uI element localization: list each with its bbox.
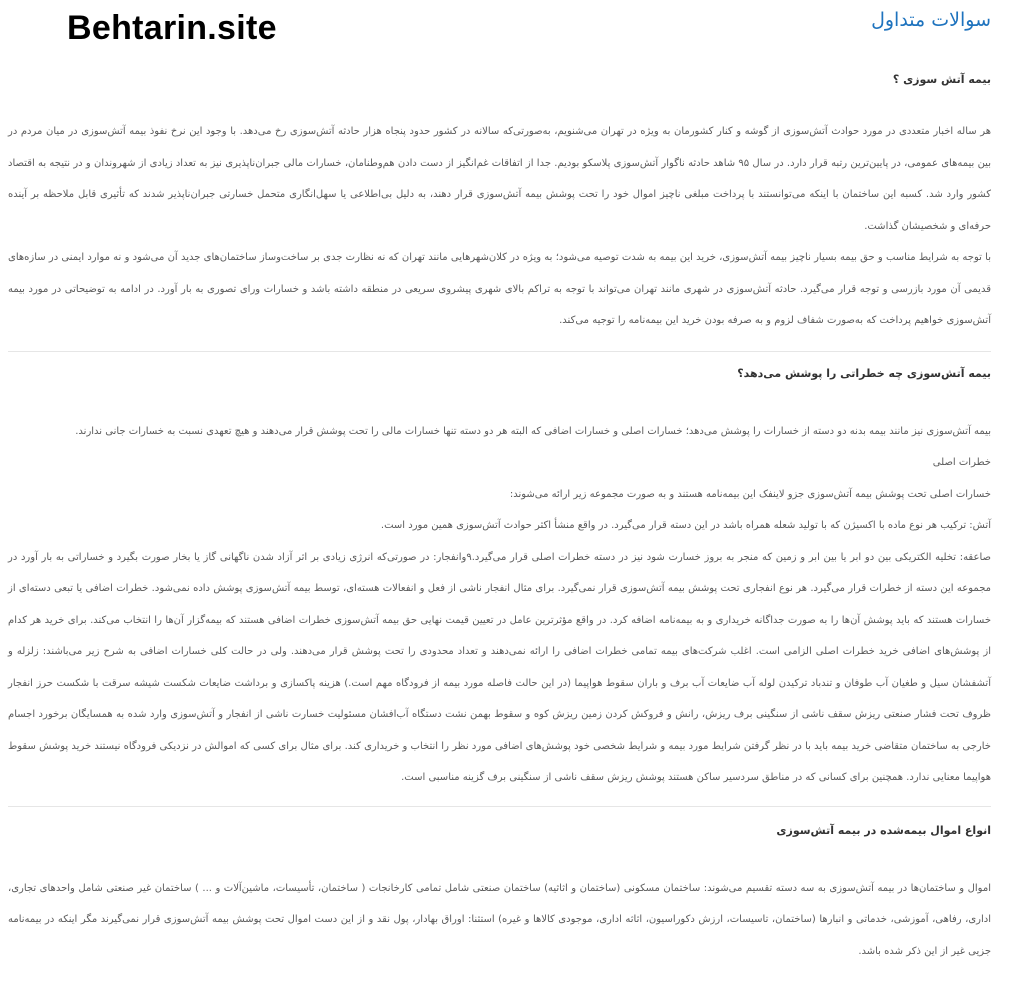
faq-page: [8, 0, 991, 967]
faq-answer: [8, 873, 991, 968]
answer-paragraph: هر ساله اخبار متعددی در مورد حوادث آتش‌سوزی از گوشه و کنار کشورمان به ویژه در تهران می‌شنویم، به‌صورتی‌که سالانه در کشور حدود پنجاه هزار حادثه آتش‌سوزی رخ می‌دهد. با وجود این نرخ نفوذ بیمه آتش‌سوزی در میان مردم در بین بیمه‌های عمومی، در پایین‌ترین رتبه قرار دارد. در سال ۹۵ شاهد حادثه ناگوار آتش‌سوزی پلاسکو بودیم. جدا از اتفاقات غم‌انگیز از دست دادن هم‌وطنامان، خسارات مالی جبران‌ناپذیری نیز به تعداد زیادی از شهروندان و در نتیجه به اقتصاد کشور وارد شد. کسبه این ساختمان با اینکه می‌توانستند با پرداخت مبلغی ناچیز اموال خود را تحت پوشش بیمه آتش‌سوزی قرار دهند، به دلیل بی‌اطلاعی یا سهل‌انگاری متحمل خسارتی جبران‌ناپذیر شدند که تأثیری قابل ملاحظه بر آینده حرفه‌ای و شخصیشان گذاشت.: [8, 126, 991, 232]
answer-paragraph: صاعقه: تخلیه الکتریکی بین دو ابر یا بین ابر و زمین که منجر به بروز خسارت شود نیز در دسته خطرات اصلی قرار می‌گیرد.۹وانفجار: در صورتی‌که انرژی زیادی بر اثر آزاد شدن ناگهانی گاز یا بخار صورت بگیرد و خساراتی به بار آورد در مجموعه این دسته از خطرات قرار می‌گیرد. هر نوع انفجاری تحت پوشش بیمه آتش‌سوزی قرار نمی‌گیرد. برای مثال انفجار ناشی از فعل و انفعالات هسته‌ای، توسط بیمه آتش‌سوزی پوشش داده نمی‌شود. خطرات اضافی یا تبعی دسته‌ای از خسارات هستند که باید پوشش آن‌ها را به صورت جداگانه خریداری و به بیمه‌نامه اضافه کرد. در واقع مؤثرترین عامل در تعیین قیمت نهایی حق بیمه آتش‌سوزی خطرات اضافی هستند که بیمه‌گزار آن‌ها را انتخاب می‌کند. برای خرید هر کدام از پوشش‌های اضافی خرید خطرات اصلی الزامی است. اغلب شرکت‌های بیمه تمامی خطرات اضافی را ارائه نمی‌دهند و تعداد محدودی را تحت پوشش قرار می‌دهند. ولی در حالت کلی خسارات اضافی به شرح زیر می‌باشند: زلزله و آتشفشان سیل و طغیان آب طوفان و تندباد ترکیدن لوله آب ضایعات آب برف و باران سقوط هواپیما (در این حالت فاصله مورد بیمه از فرودگاه مهم است.) هزینه پاکسازی و برداشت ضایعات شکست شیشه سرقت با شکست حرز انفجار ظروف تحت فشار صنعتی ریزش سقف ناشی از سنگینی برف ریزش، رانش و فروکش کردن زمین ریزش کوه و سقوط بهمن نشت دستگاه آب‌افشان مسئولیت خسارت ناشی از انفجار و آتش‌سوزی وارد شده به همسایگان برخورد اجسام خارجی به ساختمان متقاضی خرید بیمه باید با در نظر گرفتن شرایط مورد بیمه و شرایط شخصی خود پوشش‌های اضافی مورد نظر را انتخاب و خریداری کند. برای مثال برای کسی که اموالش در نزدیکی فرودگاه نیستند خرید پوشش سقوط هواپیما معنایی ندارد. همچنین برای کسانی که در مناطق سردسیر ساکن هستند پوشش ریزش سقف ناشی از سنگینی برف گزینه مناسبی است.: [8, 551, 991, 783]
answer-paragraph: با توجه به شرایط مناسب و حق بیمه بسیار ناچیز بیمه آتش‌سوزی، خرید این بیمه به شدت توصیه می‌شود؛ به ویژه در کلان‌شهرهایی مانند تهران که نه نظارت جدی بر ساخت‌وساز ساختمان‌های جدید آن می‌شود و نه موارد ایمنی در سازه‌های قدیمی آن مورد بازرسی و توجه قرار می‌گیرد. حادثه آتش‌سوزی در شهری مانند تهران می‌تواند با توجه به تراکم بالای شهری پیشروی سریعی در منطقه داشته باشد و خسارات ورای تصوری به بار آورد. در ادامه به توضیحاتی در مورد بیمه آتش‌سوزی خواهیم پرداخت که به‌صورت شفاف لزوم و به صرفه بودن خرید این بیمه‌نامه را توجیه می‌کند.: [8, 252, 991, 326]
answer-paragraph: آتش: ترکیب هر نوع ماده با اکسیژن که با تولید شعله همراه باشد در این دسته قرار می‌گیرد. در واقع منشأ اکثر حوادث آتش‌سوزی همین مورد است.: [380, 520, 991, 531]
faq-answer: [8, 416, 991, 806]
faq-item: [8, 72, 991, 352]
answer-paragraph: اموال و ساختمان‌ها در بیمه آتش‌سوزی به سه دسته تقسیم می‌شوند: ساختمان مسکونی (ساختمان و اثاثیه) ساختمان صنعتی شامل تمامی کارخانجات ( ساختمان، تأسیسات، ماشین‌آلات و ... ) ساختمان غیر صنعتی شامل واحدهای تجاری، اداری، رفاهی، آموزشی، خدماتی و انبارها (ساختمان، تاسیسات، ارزش دکوراسیون، اثاثه اداری، موجودی کالاها و غیره) استثنا: اوراق بهادار، پول نقد و از این دست اموال تحت پوشش بیمه آتش‌سوزی قرار نمی‌گیرند مگر اینکه در بیمه‌نامه جزیی غیر از این ذکر شده باشد.: [8, 882, 991, 957]
watermark-logo: Behtarin.site: [67, 9, 277, 47]
page-title: سوالات متداول: [871, 9, 991, 31]
faq-question: بیمه آتش‌سوزی چه خطراتی را پوشش می‌دهد؟: [737, 366, 991, 380]
faq-item: [8, 366, 991, 807]
answer-subheading: خطرات اصلی: [932, 457, 991, 468]
answer-paragraph: خسارات اصلی تحت پوشش بیمه آتش‌سوزی جزو لاینفک این بیمه‌نامه هستند و به صورت مجموعه زیر ارائه می‌شوند:: [509, 488, 991, 500]
faq-question: بیمه آتش سوزی ؟: [892, 73, 991, 86]
answer-paragraph: بیمه آتش‌سوزی نیز مانند بیمه بدنه دو دسته از خسارات را پوشش می‌دهد؛ خسارات اصلی و خسارات اضافی که البته هر دو دسته تنها خسارات مالی را تحت پوشش قرار می‌دهند و هیچ تعهدی نسبت به خسارات جانی ندارند.: [75, 425, 991, 437]
faq-answer: [8, 116, 991, 351]
faq-item: [8, 823, 991, 968]
faq-question: انواع اموال بیمه‌شده در بیمه آتش‌سوزی: [776, 823, 991, 837]
